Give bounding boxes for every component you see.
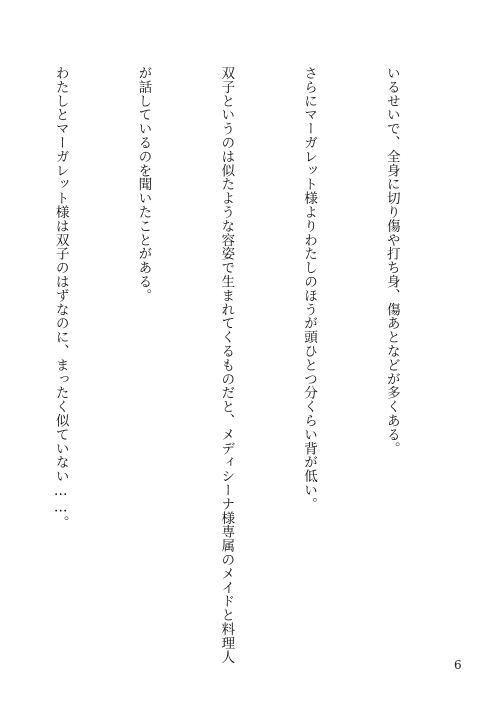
- text-line: 双子というのは似たような容姿で生まれてくるものだと、メディシーナ様専属のメイドと料理人: [218, 66, 235, 664]
- vertical-text-body: [0, 66, 460, 664]
- text-line: が話しているのを聞いたことがある。: [135, 66, 152, 303]
- text-line: わたしとマーガレット様は双子のはずなのに、まったく似ていない……。: [52, 66, 69, 530]
- page-number: 6: [454, 658, 462, 672]
- text-line: さらにマーガレット様よりわたしのほうが頭ひとつ分くらい背が低い。: [301, 66, 318, 511]
- text-line: いるせいで、全身に切り傷や打ち身、傷あとなどが多くある。: [383, 66, 400, 456]
